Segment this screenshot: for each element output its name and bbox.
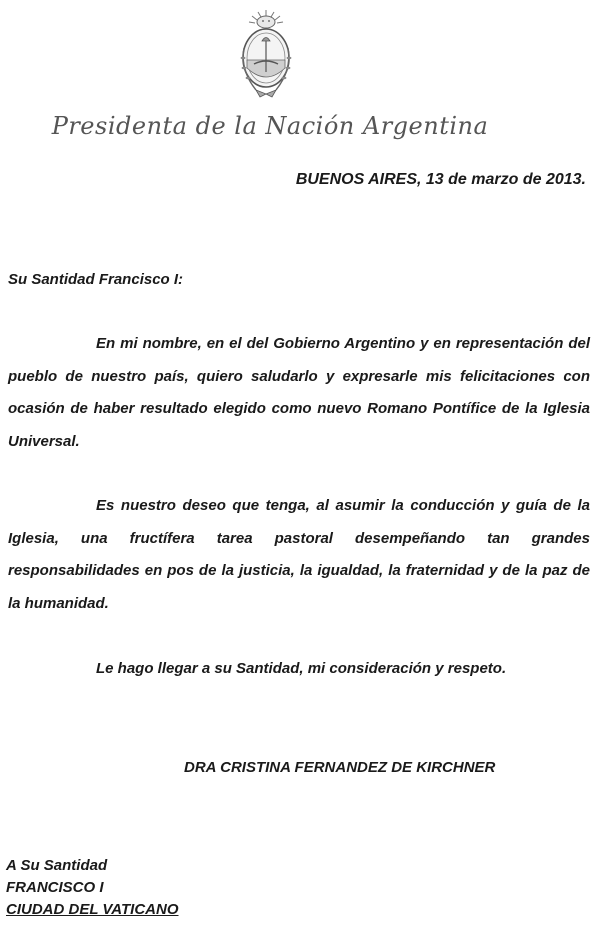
argentine-coat-of-arms-icon [236,8,296,100]
recipient-line-3: CIUDAD DEL VATICANO [6,901,179,918]
body-paragraph-1: En mi nombre, en el del Gobierno Argentino y en representación del pueblo de nuestro país, quiero saludarlo y expresarle mis felicitaciones con ocasión de haber resultado elegido como nuevo Romano Pontífice de la Iglesia Universal. [8,335,590,450]
closing-line: Le hago llegar a su Santidad, mi consideración y respeto. [96,660,507,677]
letterhead-title: Presidenta de la Nación Argentina [51,112,489,140]
date-line: BUENOS AIRES, 13 de marzo de 2013. [295,171,586,188]
body-paragraph-2: Es nuestro deseo que tenga, al asumir la conducción y guía de la Iglesia, una fructífera tarea pastoral desempeñando tan grandes responsabilidades en pos de la justicia, la igualdad, la fraternidad y de la paz de la humanidad. [8,497,590,612]
recipient-line-1: A Su Santidad [6,857,108,874]
salutation: Su Santidad Francisco I: [8,271,184,288]
signature-name: DRA CRISTINA FERNANDEZ DE KIRCHNER [184,759,496,776]
recipient-line-2: FRANCISCO I [6,879,104,896]
